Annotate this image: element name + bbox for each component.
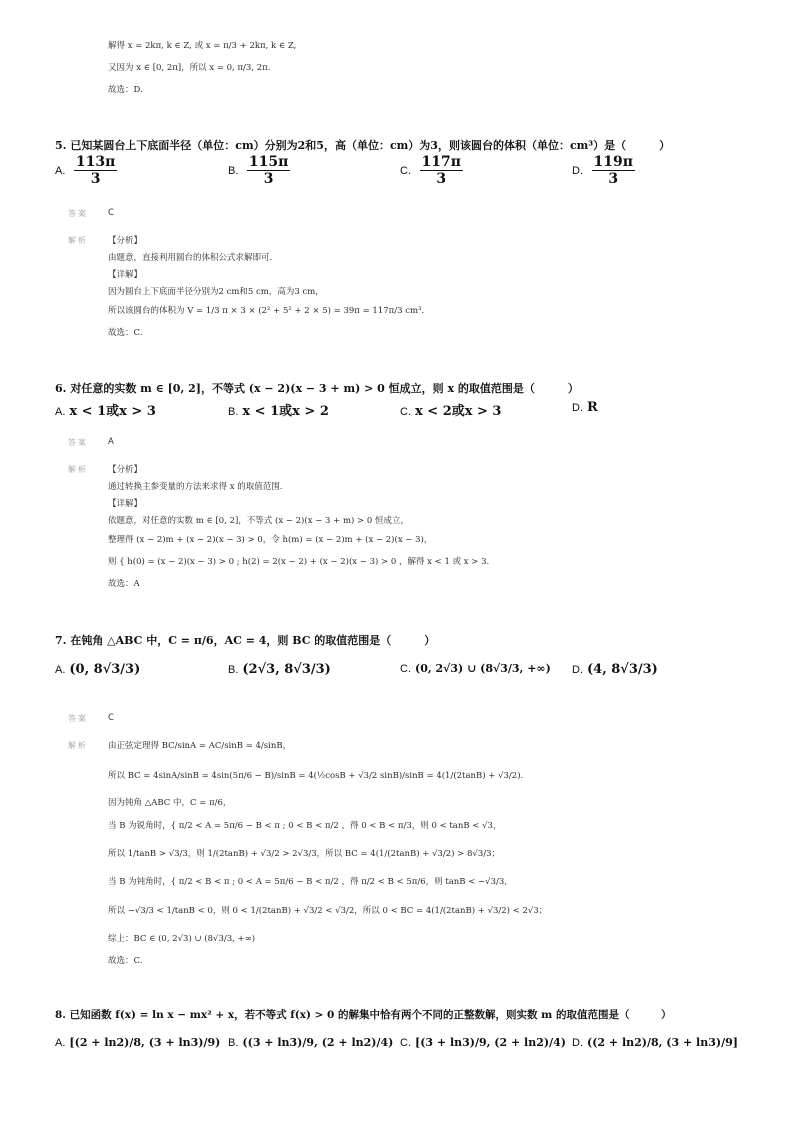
q6-line-1: 【分析】 (108, 465, 143, 475)
q8-option-a[interactable] (55, 1036, 220, 1049)
q7-line-6: 当 B 为钝角时，{ π/2 < B < π ; 0 < A = 5π/6 − B < π/2 ，得 π/2 < B < 5π/6，则 tanB < −√3/3， (108, 877, 513, 887)
q7-line-3: 因为钝角 △ABC 中，C = π/6， (108, 798, 232, 808)
q6-option-c[interactable] (400, 400, 501, 419)
q7-line-2: 所以 BC = 4sinA/sinB = 4sin(5π/6 − B)/sinB = 4(½cosB + √3/2 sinB)/sinB = 4(1/(2tanB) + √3/2). (108, 771, 524, 781)
q7-option-a-text: (0, 8√3/3) (69, 662, 141, 677)
q5-option-c-den: 3 (436, 171, 447, 188)
q5-option-b[interactable] (228, 154, 291, 187)
q8-option-b[interactable] (228, 1036, 393, 1049)
q7-answer-label: 答案 (68, 714, 88, 723)
q7-option-c[interactable] (400, 662, 551, 675)
q5-option-d[interactable] (572, 154, 636, 187)
q6-option-d-label: D. (572, 402, 583, 414)
q6-line-5: 整理得 (x − 2)m + (x − 2)(x − 3) > 0，令 h(m) = (x − 2)m + (x − 2)(x − 3)， (108, 535, 433, 545)
q5-option-b-den: 3 (263, 171, 274, 188)
q8-option-d-label: D. (572, 1037, 583, 1049)
prev-solution-line-2: 又因为 x ∈ [0, 2π]，所以 x = 0, π/3, 2π. (108, 63, 271, 73)
q6-option-b-text: x < 1或x > 2 (242, 404, 329, 419)
q6-line-2: 通过转换主参变量的方法来求得 x 的取值范围. (108, 482, 283, 492)
q5-option-b-num: 115π (248, 154, 289, 170)
q7-option-b[interactable] (228, 662, 331, 677)
q8-stem: 8. 已知函数 f(x) = ln x − mx² + x，若不等式 f(x) > 0 的解集中恰有两个不同的正整数解，则实数 m 的取值范围是（ ） (55, 1009, 672, 1021)
q5-option-a-label: A. (55, 164, 66, 177)
q6-answer-label: 答案 (68, 438, 88, 447)
q5-stem: 5. 已知某圆台上下底面半径（单位：cm）分别为2和5，高（单位：cm）为3，则该圆台的体积（单位：cm³）是（ ） (55, 139, 671, 152)
q7-option-a[interactable] (55, 662, 140, 677)
q5-option-d-den: 3 (608, 171, 619, 188)
q8-option-a-text: [(2 + ln2)/8, (3 + ln3)/9) (69, 1036, 221, 1049)
q6-option-b-label: B. (228, 406, 239, 418)
q6-option-a-label: A. (55, 406, 66, 418)
q5-option-c[interactable] (400, 154, 464, 187)
q7-line-5: 所以 1/tanB > √3/3，则 1/(2tanB) + √3/2 > 2√3/3，所以 BC = 4(1/(2tanB) + √3/2) > 8√3/3； (108, 849, 501, 859)
q6-option-d-text: R (587, 400, 598, 415)
q8-option-c[interactable] (400, 1036, 566, 1049)
q7-option-b-label: B. (228, 664, 239, 676)
q6-line-6: 则 { h(0) = (x − 2)(x − 3) > 0 ; h(2) = 2(x − 2) + (x − 2)(x − 3) > 0 ，解得 x < 1 或 x > 3. (108, 557, 490, 567)
q8-option-d-text: ((2 + ln2)/8, (3 + ln3)/9] (587, 1036, 738, 1049)
q6-option-c-text: x < 2或x > 3 (415, 404, 502, 419)
q6-line-7: 故选：A (108, 579, 140, 589)
q6-option-a[interactable] (55, 400, 156, 419)
q7-line-4: 当 B 为锐角时，{ π/2 < A = 5π/6 − B < π ; 0 < B < π/2 ，得 0 < B < π/3，则 0 < tanB < √3， (108, 821, 502, 831)
q7-line-7: 所以 −√3/3 < 1/tanB < 0，则 0 < 1/(2tanB) + √3/2 < √3/2，所以 0 < BC = 4(1/(2tanB) + √3/2) < 2√3； (108, 906, 548, 916)
q5-option-b-label: B. (228, 164, 239, 177)
q5-line-1: 【分析】 (108, 236, 143, 246)
q5-line-6: 故选：C. (108, 328, 143, 338)
q8-option-b-text: ((3 + ln3)/9, (2 + ln2)/4) (242, 1036, 394, 1049)
q6-option-d[interactable] (572, 400, 598, 415)
q6-line-4: 依题意，对任意的实数 m ∈ [0, 2]，不等式 (x − 2)(x − 3 + m) > 0 恒成立， (108, 516, 409, 526)
q5-option-c-num: 117π (421, 154, 461, 170)
q5-answer-label: 答案 (68, 209, 88, 218)
q7-option-d-label: D. (572, 664, 583, 676)
q7-stem: 7. 在钝角 △ABC 中，C = π/6，AC = 4，则 BC 的取值范围是（ ） (55, 634, 436, 647)
q7-analysis-label: 解析 (68, 741, 88, 750)
q6-answer-value: A (108, 437, 114, 447)
q5-line-5: 所以该圆台的体积为 V = 1/3 π × 3 × (2² + 5² + 2 × 5) = 39π = 117π/3 cm³. (108, 306, 425, 316)
q5-analysis-label: 解析 (68, 236, 88, 245)
q7-option-c-label: C. (400, 663, 411, 675)
q6-option-c-label: C. (400, 406, 411, 418)
q8-option-c-text: [(3 + ln3)/9, (2 + ln2)/4) (415, 1036, 566, 1049)
q5-option-c-label: C. (400, 164, 411, 177)
q5-answer-value: C (108, 208, 114, 218)
prev-solution-line-1: 解得 x = 2kπ, k ∈ Z, 或 x = π/3 + 2kπ, k ∈ Z, (108, 41, 297, 51)
q7-line-9: 故选：C. (108, 956, 143, 966)
q7-option-c-text: (0, 2√3) ∪ (8√3/3, +∞) (415, 662, 551, 675)
q7-option-d-text: (4, 8√3/3) (587, 662, 658, 677)
q5-line-3: 【详解】 (108, 270, 143, 280)
q6-stem: 6. 对任意的实数 m ∈ [0, 2]，不等式 (x − 2)(x − 3 + m) > 0 恒成立，则 x 的取值范围是（ ） (55, 382, 579, 395)
q5-line-2: 由题意，直接利用圆台的体积公式求解即可. (108, 253, 273, 263)
q7-option-b-text: (2√3, 8√3/3) (242, 662, 331, 677)
q5-option-d-num: 119π (593, 154, 633, 170)
q7-line-8: 综上：BC ∈ (0, 2√3) ∪ (8√3/3, +∞) (108, 934, 256, 944)
q6-analysis-label: 解析 (68, 465, 88, 474)
q5-option-a-den: 3 (90, 171, 101, 188)
q7-answer-value: C (108, 713, 114, 723)
q8-option-a-label: A. (55, 1037, 66, 1049)
q5-option-a[interactable] (55, 154, 118, 187)
q8-option-d[interactable] (572, 1036, 738, 1049)
q6-option-a-text: x < 1或x > 3 (69, 404, 156, 419)
q6-line-3: 【详解】 (108, 499, 143, 509)
q8-option-c-label: C. (400, 1037, 411, 1049)
q5-option-d-label: D. (572, 164, 583, 177)
q7-option-a-label: A. (55, 664, 66, 676)
q7-line-1: 由正弦定理得 BC/sinA = AC/sinB = 4/sinB， (108, 741, 292, 751)
q6-option-b[interactable] (228, 400, 329, 419)
q8-option-b-label: B. (228, 1037, 239, 1049)
q5-option-a-num: 113π (75, 154, 116, 170)
q7-option-d[interactable] (572, 662, 658, 677)
q5-line-4: 因为圆台上下底面半径分别为2 cm和5 cm，高为3 cm， (108, 287, 324, 297)
prev-solution-line-3: 故选：D. (108, 85, 143, 95)
